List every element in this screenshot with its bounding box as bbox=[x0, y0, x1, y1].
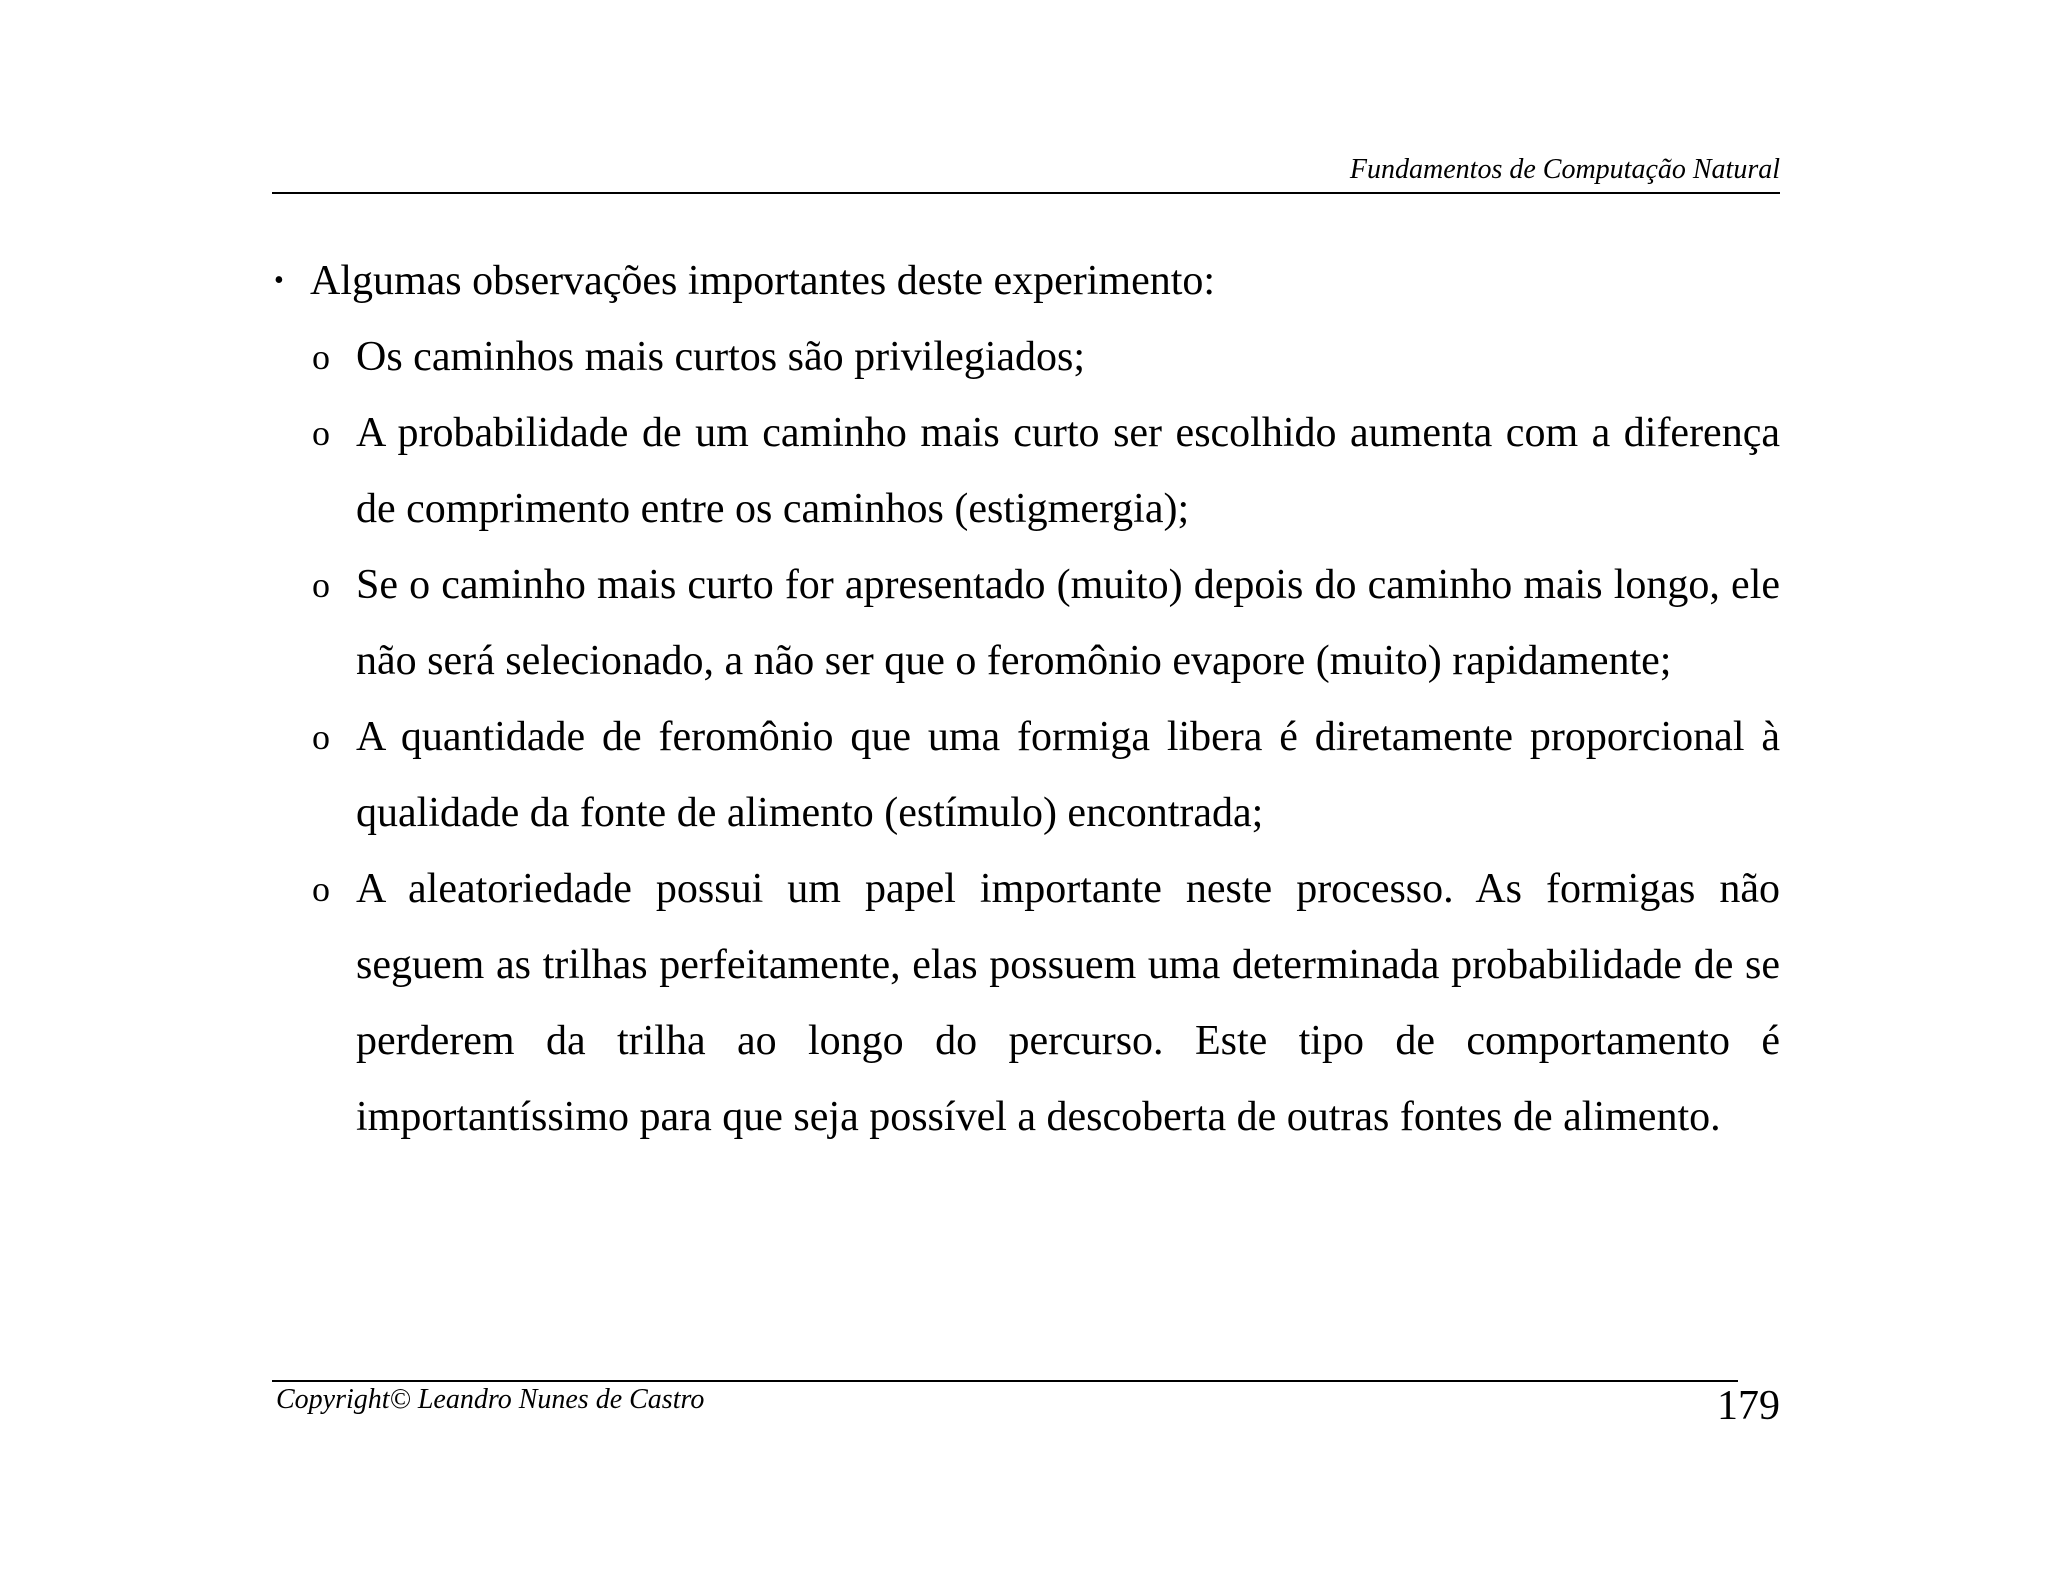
bullet-item bbox=[272, 243, 1780, 319]
list-item-text: Os caminhos mais curtos são privilegiados; bbox=[356, 334, 1086, 380]
circle-bullet-icon: o bbox=[312, 337, 330, 377]
header-divider bbox=[272, 192, 1780, 194]
observation-list bbox=[272, 319, 1780, 1155]
list-item-text: Se o caminho mais curto for apresentado (muito) depois do caminho mais longo, ele não será selecionado, a não ser que o feromônio evapore (muito) rapidamente; bbox=[356, 562, 1780, 684]
copyright-text: Copyright© Leandro Nunes de Castro bbox=[276, 1384, 705, 1415]
bullet-icon: • bbox=[274, 265, 284, 296]
main-content bbox=[272, 243, 1780, 1155]
list-item-text: A probabilidade de um caminho mais curto ser escolhido aumenta com a diferença de comprimento entre os caminhos (estigmergia); bbox=[356, 410, 1780, 532]
list-item bbox=[272, 851, 1780, 1155]
page-number: 179 bbox=[1717, 1383, 1780, 1429]
list-item bbox=[272, 395, 1780, 547]
circle-bullet-icon: o bbox=[312, 413, 330, 453]
list-item bbox=[272, 319, 1780, 395]
circle-bullet-icon: o bbox=[312, 717, 330, 757]
list-item bbox=[272, 547, 1780, 699]
circle-bullet-icon: o bbox=[312, 869, 330, 909]
circle-bullet-icon: o bbox=[312, 565, 330, 605]
bullet-text: Algumas observações importantes deste experimento: bbox=[310, 258, 1216, 304]
list-item-text: A aleatoriedade possui um papel importante neste processo. As formigas não seguem as trilhas perfeitamente, elas possuem uma determinada probabilidade de se perderem da trilha ao longo do percurso. Este tipo de comportamento é importantíssimo para que seja possível a descoberta de outras fontes de alimento. bbox=[356, 866, 1780, 1140]
list-item bbox=[272, 699, 1780, 851]
running-header: Fundamentos de Computação Natural bbox=[1349, 154, 1780, 185]
list-item-text: A quantidade de feromônio que uma formiga libera é diretamente proporcional à qualidade da fonte de alimento (estímulo) encontrada; bbox=[356, 714, 1780, 836]
